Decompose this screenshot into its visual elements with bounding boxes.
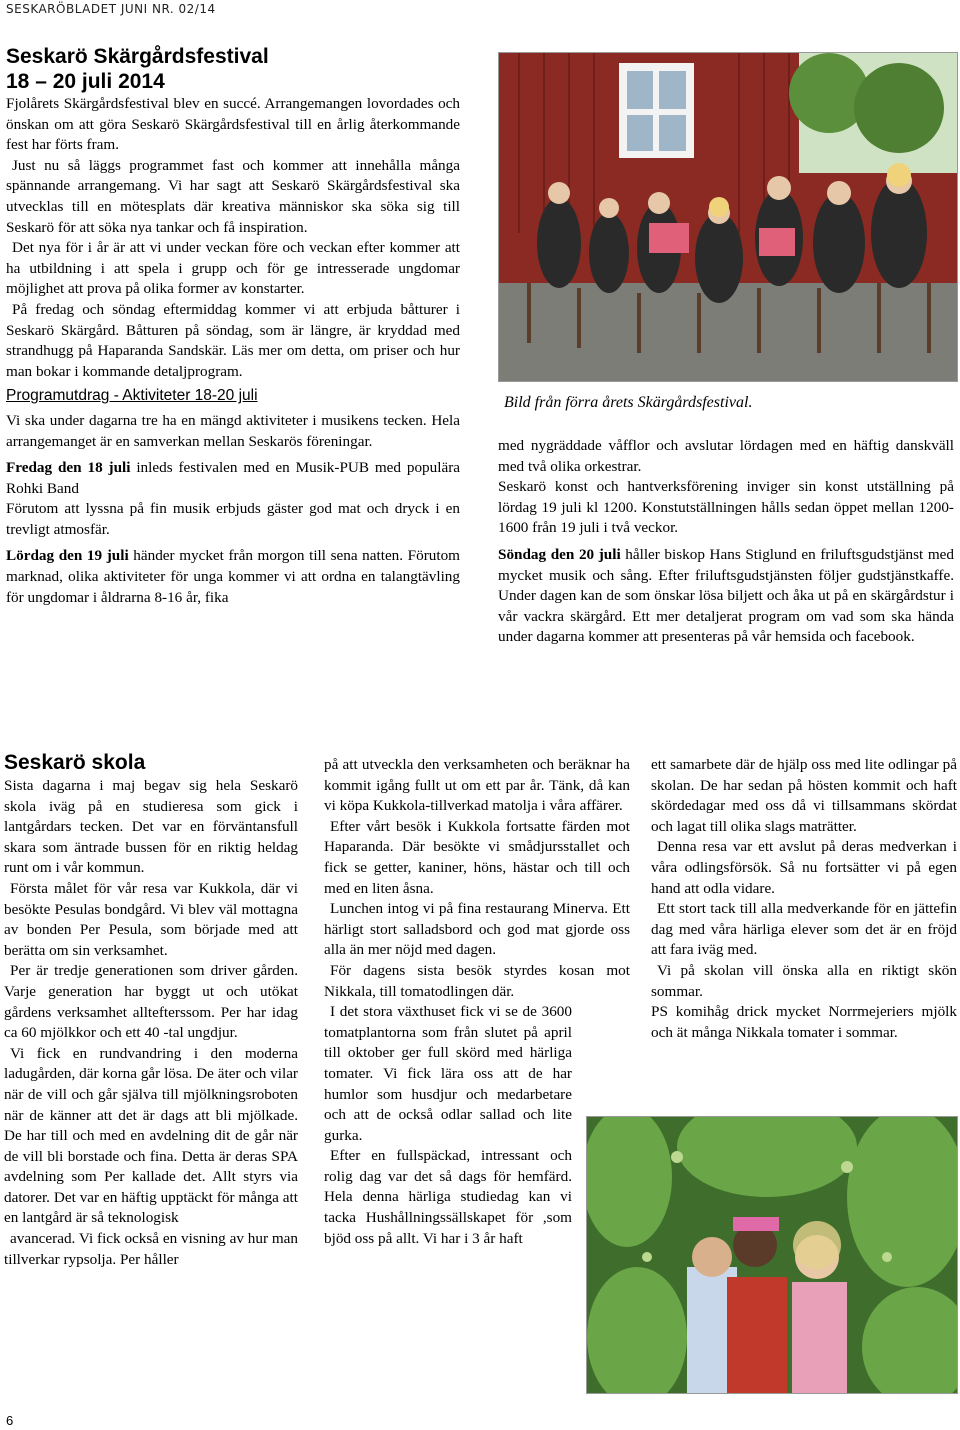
festival-dates: 18 – 20 juli 2014 xyxy=(6,70,165,93)
school-column-3 xyxy=(651,755,957,1043)
friday-label: Fredag den 18 juli xyxy=(6,459,131,477)
greenhouse-photo xyxy=(586,1116,958,1394)
school-paragraph: Vi fick en rundvandring i den moderna ladugården, där korna går lösa. De äter och vilar när de vill och går själva till mjölkningsroboten när de känner att det är dags att bli mjölkade. De har till och med en avdelning dit de går när de vill bli borstade och fina. Detta är deras SPA avdelning som Per kallade det. Allt styrs via datorer. Det var en häftig upptäckt för många att en lantgård är så teknologisk xyxy=(4,1044,298,1227)
festival-title: Seskarö Skärgårdsfestival xyxy=(6,45,269,68)
school-paragraph: I det stora växthuset fick vi se de 3600 tomatplantorna som från slutet på april till oktober ger full skörd med härliga tomater. Vi fick lära oss att de har humlor som husdjur och medarbetare och att de också odlar sallad och lite gurka. xyxy=(324,1003,572,1144)
festival-paragraph: Vi ska under dagarna tre ha en mängd aktiviteter i musikens tecken. Hela arrangemanget är en samverkan mellan Seskarös föreningar. xyxy=(6,411,460,450)
school-paragraph: Ett stort tack till alla medverkande för en jättefin dag med våra härliga elever som det är en fröjd att fara iväg med. xyxy=(651,900,957,959)
school-paragraph: Första målet för vår resa var Kukkola, där vi besökte Pesulas bondgård. Vi blev väl mottagna av bonden Per Pesula, som började med att berätta om sin verksamhet. xyxy=(4,879,298,959)
festival-paragraph: På fredag och söndag eftermiddag kommer vi att erbjuda båtturer i Seskarö Skärgård. Båtturen på söndag, som är längre, är kryddad med strandhugg på Haparanda Sandskär. Läs mer om detta, om priser och hur man bokar i kommande detaljprogram. xyxy=(6,300,460,380)
school-paragraph: Vi på skolan vill önska alla en riktigt skön sommar. xyxy=(651,961,957,1000)
school-paragraph: Efter vårt besök i Kukkola fortsatte färden mot Haparanda. Där besökte vi smådjursstallet och fick se getter, kaniner, höns, hästar och till och med en liten åsna. xyxy=(324,817,630,897)
photo-caption: Bild från förra årets Skärgårdsfestival. xyxy=(504,394,753,411)
saturday-label: Lördag den 19 juli xyxy=(6,547,129,565)
page-number: 6 xyxy=(6,1413,14,1428)
festival-photo xyxy=(498,52,958,382)
page-header: SESKARÖBLADET JUNI NR. 02/14 xyxy=(6,2,216,16)
sunday-paragraph: Söndag den 20 juli håller biskop Hans Stiglund en friluftsgudstjänst med mycket musik och sång. Efter friluftsgudstjänsten följer gudstjänstkaffe. Under dagen kan de som önskar lösa biljett och åka ut på en skärgårdstur i vår vackra skärgård. Ett mer detaljerat program om vad som ska hända under dagarna kommer att presenteras på vår hemsida och facebook. xyxy=(498,545,955,646)
school-paragraph: Denna resa var ett avslut på deras medverkan i våra odlingsförsök. Så nu fortsätter vi på egen hand att odla vidare. xyxy=(651,838,957,897)
festival-paragraph: Förutom att lyssna på fin musik erbjuds gäster god mat och dryck i en trevligt atmosfär. xyxy=(6,500,460,538)
school-paragraph: För dagens sista besök styrdes kosan mot Nikkala, till tomatodlingen där. xyxy=(324,961,630,1000)
school-paragraph: PS komihåg drick mycket Norrmejeriers mjölk och ät många Nikkala tomater i sommar. xyxy=(651,1003,957,1041)
school-paragraph: avancerad. Vi fick också en visning av hur man tillverkar rypsolja. Per håller xyxy=(4,1230,298,1268)
school-paragraph: Efter en fullspäckad, intressant och rolig dag var det så dags för hemfärd. Hela denna härliga studiedag kan vi tacka Hushållningssällskapet för ,som bjöd oss på allt. Vi har i 3 år haft xyxy=(324,1147,572,1247)
school-title: Seskarö skola xyxy=(4,751,146,774)
school-paragraph: Sista dagarna i maj begav sig hela Seskarö skola iväg på en studieresa som gick i lantgårdars tecken. Det var en förväntansfull skara som äntrade bussen för en riktig heldag runt om i vår kommun. xyxy=(4,777,298,877)
greenhouse-photo-illustration xyxy=(587,1117,958,1394)
festival-photo-illustration xyxy=(499,53,958,382)
saturday-paragraph: Lördag den 19 juli händer mycket från morgon till sena natten. Förutom marknad, olika aktiviteter för unga kommer vi att ordna en talangtävling för ungdomar i åldrarna 8-16 år, fika xyxy=(6,547,460,606)
festival-paragraph: Fjolårets Skärgårdsfestival blev en succé. Arrangemangen lovordades och önskan om att göra Seskarö Skärgårdsfestival till en årlig återkommande fest har förts fram. xyxy=(6,95,460,154)
festival-paragraph: Seskarö konst och hantverksförening inviger sin konst utställning på lördag 19 juli kl 1200. Konstutställningen hålls sedan öppet mellan 1200-1600 från 19 juli i två veckor. xyxy=(498,478,954,537)
festival-column-right xyxy=(498,436,954,648)
festival-paragraph: med nygräddade våfflor och avslutar lördagen med en häftig danskväll med två olika orkestrar. xyxy=(498,437,954,475)
festival-paragraph: Det nya för i år är att vi under veckan före och veckan efter kommer att ha utbildning i att spela i grupp och för ge intresserade ungdomar möjlighet att prova på olika former av konstarter. xyxy=(6,239,460,298)
school-paragraph: ett samarbete där de hjälp oss med lite odlingar på skolan. De har sedan på hösten kommit och haft skördedagar med oss då vi tillsammans skördat och lagat till olika slags maträtter. xyxy=(651,756,957,835)
sunday-label: Söndag den 20 juli xyxy=(498,545,621,563)
school-column-1 xyxy=(4,750,298,1270)
friday-paragraph: Fredag den 18 juli inleds festivalen med en Musik-PUB med populära Rohki Band xyxy=(6,459,460,497)
school-paragraph: Lunchen intog vi på fina restaurang Minerva. Ett härligt stort salladsbord och god mat gjorde oss alla än mer nöjd med dagen. xyxy=(324,900,630,959)
program-heading: Programutdrag - Aktiviteter 18-20 juli xyxy=(6,387,258,405)
festival-paragraph: Just nu så läggs programmet fast och kommer att innehålla många spännande arrangemang. Vi har sagt att Seskarö Skärgårdsfestival ska utvecklas till en mötesplats där kreativa människor ska söka sig till Seskarö för att söka nya tankar och få inspiration. xyxy=(6,156,460,236)
festival-column-left xyxy=(6,44,460,608)
school-paragraph: Per är tredje generationen som driver gården. Varje generation har byggt ut och utökat gårdens verksamhet alltefterssom. Per har idag ca 60 mjölkkor och ett 40 -tal ungdjur. xyxy=(4,962,298,1042)
school-paragraph: på att utveckla den verksamheten och beräknar ha kommit igång fullt ut om ett par år. Tänk, då kan vi köpa Kukkola-tillverkad matolja i våra affärer. xyxy=(324,756,630,815)
school-column-2 xyxy=(324,755,630,1249)
